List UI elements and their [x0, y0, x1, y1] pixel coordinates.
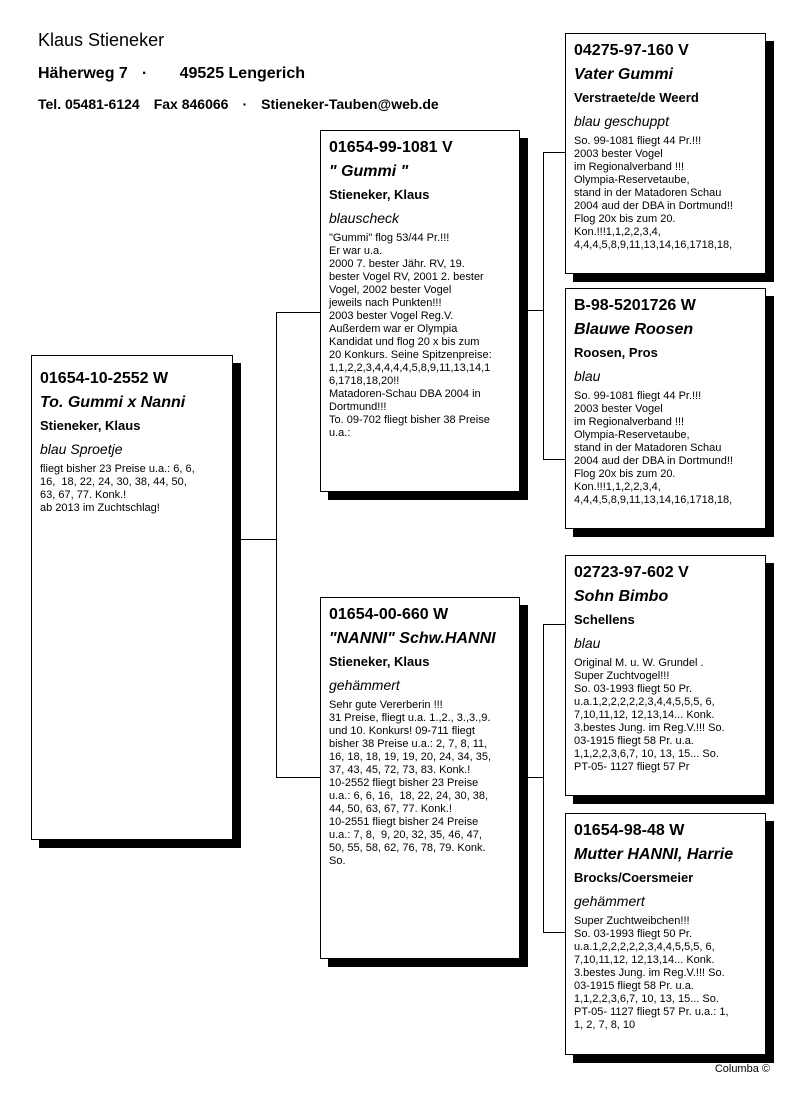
notes: So. 99-1081 fliegt 44 Pr.!!! 2003 bester Vogel im Regionalverband !!! Olympia-Reservetaube, stand in der Matadoren Schau 2004 aud der DBA in Dortmund!! Flog 20x bis zum 20. Kon.!!!1,1,2,2,3,4, 4,4,4,5,8,9,11,13,14,16,1718,18, — [574, 390, 733, 506]
pigeon-name: Sohn Bimbo — [574, 588, 669, 605]
breeder-name: Klaus Stieneker — [38, 30, 165, 50]
street: Häherweg 7 — [38, 65, 128, 82]
connector — [520, 310, 544, 311]
pigeon-name: Mutter HANNI, Harrie — [574, 846, 734, 863]
connector — [276, 312, 277, 778]
breeder: Brocks/Coersmeier — [574, 870, 694, 885]
connector — [543, 152, 565, 153]
breeder-address — [38, 65, 319, 83]
connector — [543, 459, 565, 460]
notes: So. 99-1081 fliegt 44 Pr.!!! 2003 bester Vogel im Regionalverband !!! Olympia-Reservetaube, stand in der Matadoren Schau 2004 aud der DBA in Dortmund!! Flog 20x bis zum 20. Kon.!!!1,1,2,2,3,4, 4,4,4,5,8,9,11,13,14,16,1718,18, — [574, 135, 733, 251]
email: Stieneker-Tauben@web.de — [261, 96, 439, 112]
pigeon-name: Vater Gummi — [574, 66, 673, 83]
color: blau geschuppt — [574, 113, 669, 129]
pigeon-name: " Gummi " — [329, 163, 409, 180]
color: gehämmert — [574, 893, 645, 909]
ring-number: 01654-10-2552 W — [40, 370, 169, 387]
ring-number: 01654-99-1081 V — [329, 139, 453, 156]
subject-card — [31, 355, 233, 840]
mother-card — [320, 597, 520, 959]
paternal-grandfather-card — [565, 33, 766, 274]
breeder: Stieneker, Klaus — [329, 654, 430, 669]
notes: Original M. u. W. Grundel . Super Zuchtvogel!!! So. 03-1993 fliegt 50 Pr. u.a.1,2,2,2,2,2,3,4,4,5,5,5, 6, 7,10,11,12, 12,13,14... Konk. 3.bestes Jung. im Reg.V.!!! So. 03-1915 fliegt 58 Pr. u.a. 1,1,2,2,3,6,7, 10, 13, 15... So. PT-05- 1127 fliegt 57 Pr — [574, 657, 725, 773]
pigeon-name: Blauwe Roosen — [574, 321, 694, 338]
ring-number: 04275-97-160 V — [574, 42, 689, 59]
notes: "Gummi" flog 53/44 Pr.!!! Er war u.a. 2000 7. bester Jähr. RV, 19. bester Vogel RV, 2001 2. bester Vogel, 2002 bester Vogel jeweils nach Punkten!!! 2003 bester Vogel Reg.V. Außerdem war er Olympia Kandidat und flog 20 x bis zum 20 Konkurs. Seine Spitzenpreise: 1,1,2,2,3,4,4,4,4,5,8,9,11,13,14,1 6,1718,18,20!! Matadoren-Schau DBA 2004 in Dortmund!!! To. 09-702 fliegt bisher 38 Preise u.a.: — [329, 232, 492, 439]
connector — [520, 777, 544, 778]
connector — [543, 932, 565, 933]
paternal-grandmother-card — [565, 288, 766, 529]
ring-number: 02723-97-602 V — [574, 564, 689, 581]
connector — [233, 539, 277, 540]
separator: · — [141, 65, 148, 82]
city: 49525 Lengerich — [179, 65, 305, 82]
footer-credit: Columba © — [714, 1063, 770, 1075]
color: blau — [574, 368, 601, 384]
connector — [276, 312, 321, 313]
breeder: Stieneker, Klaus — [40, 418, 141, 433]
pigeon-name: To. Gummi x Nanni — [40, 394, 186, 411]
connector — [543, 624, 565, 625]
maternal-grandfather-card — [565, 555, 766, 796]
color: blau Sproetje — [40, 441, 123, 457]
breeder: Verstraete/de Weerd — [574, 90, 699, 105]
notes: Sehr gute Vererberin !!! 31 Preise, fliegt u.a. 1.,2., 3.,3.,9. und 10. Konkurs! 09-711 fliegt bisher 38 Preise u.a.: 2, 7, 8, 11, 16, 18, 18, 19, 19, 20, 24, 34, 35, 37, 43, 45, 72, 73, 83. Konk.! 10-2552 fliegt bisher 23 Preise u.a.: 6, 6, 16, 18, 22, 24, 30, 38, 44, 50, 63, 67, 77. Konk.! 10-2551 fliegt bisher 24 Preise u.a.: 7, 8, 9, 20, 32, 35, 46, 47, 50, 55, 58, 62, 76, 78, 79. Konk. So. — [329, 699, 492, 867]
color: blau — [574, 635, 601, 651]
connector — [543, 152, 544, 460]
color: gehämmert — [329, 677, 400, 693]
separator: · — [242, 96, 248, 112]
breeder-contact — [38, 96, 453, 112]
color: blauscheck — [329, 210, 400, 226]
breeder: Stieneker, Klaus — [329, 187, 430, 202]
connector — [276, 777, 321, 778]
phone: Tel. 05481-6124 — [38, 96, 140, 112]
pigeon-name: "NANNI" Schw.HANNI — [329, 630, 496, 647]
notes: fliegt bisher 23 Preise u.a.: 6, 6, 16, 18, 22, 24, 30, 38, 44, 50, 63, 67, 77. Konk.! ab 2013 im Zuchtschlag! — [40, 463, 195, 514]
father-card — [320, 130, 520, 492]
ring-number: B-98-5201726 W — [574, 297, 696, 314]
maternal-grandmother-card — [565, 813, 766, 1055]
notes: Super Zuchtweibchen!!! So. 03-1993 fliegt 50 Pr. u.a.1,2,2,2,2,2,3,4,4,5,5,5, 6, 7,10,11,12, 12,13,14... Konk. 3.bestes Jung. im Reg.V.!!! So. 03-1915 fliegt 58 Pr. u.a. 1,1,2,2,3,6,7, 10, 13, 15... So. PT-05- 1127 fliegt 57 Pr. u.a.: 1, 1, 2, 7, 8, 10 — [574, 915, 729, 1031]
breeder: Roosen, Pros — [574, 345, 658, 360]
ring-number: 01654-00-660 W — [329, 606, 449, 623]
connector — [543, 624, 544, 933]
ring-number: 01654-98-48 W — [574, 822, 685, 839]
breeder: Schellens — [574, 612, 635, 627]
fax: Fax 846066 — [153, 96, 229, 112]
